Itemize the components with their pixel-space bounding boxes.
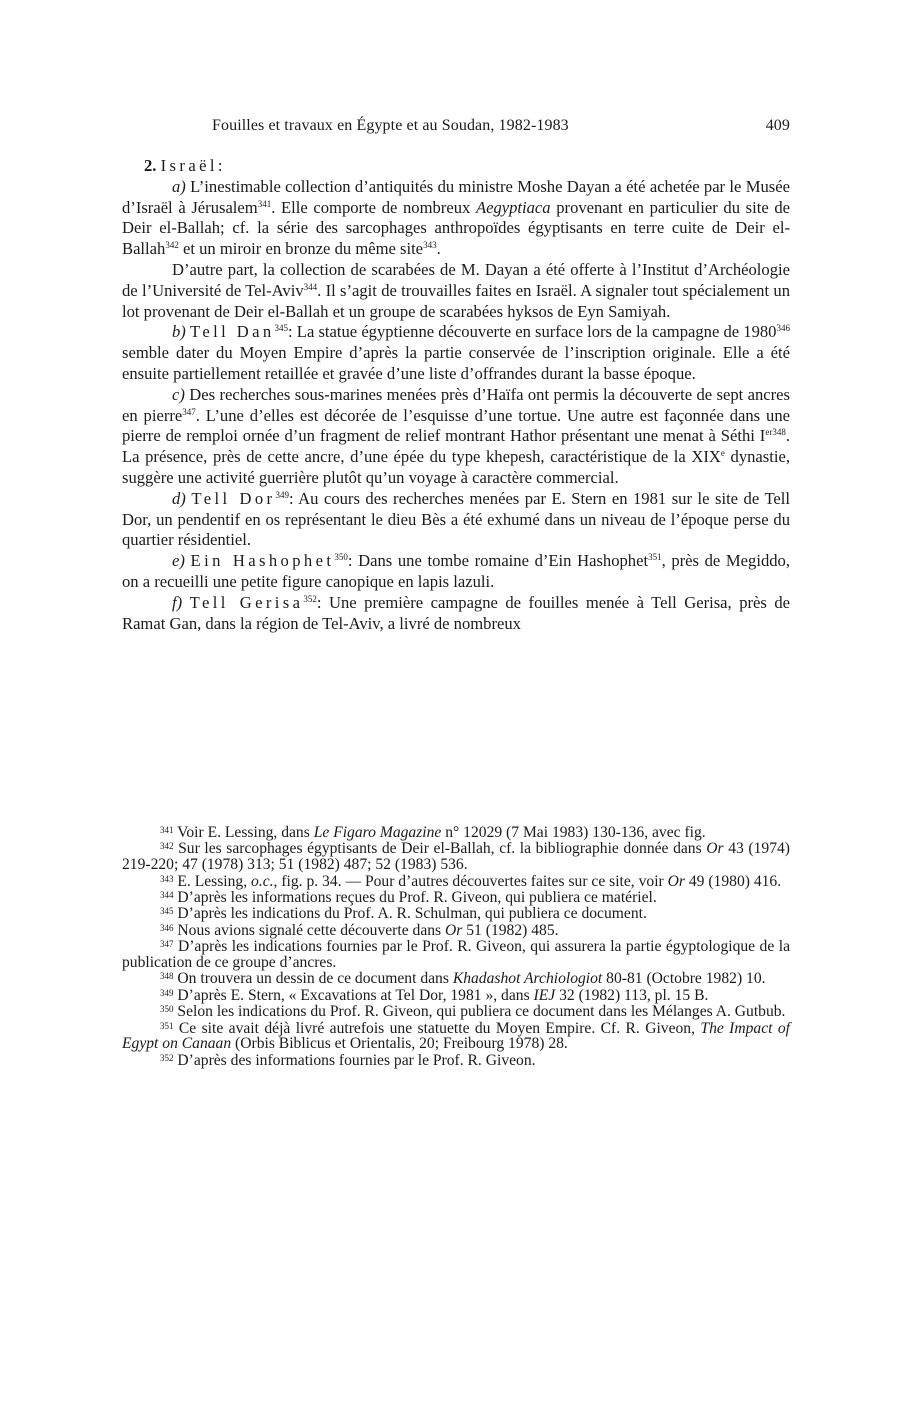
section-title: Israël [160,156,218,175]
item-letter: c) [172,384,185,404]
text-run: (Orbis Biblicus et Orientalis, 20; Freibourg 1978) 28. [231,1035,568,1053]
footnote-number: 350 [160,1004,174,1015]
text-run: : Au cours des recherches menées par E. Stern en 1981 sur le site de Tell Dor, un pendentif en os représentant le dieu Bès a été exhumé dans un niveau de l’époque perse du quartier résidentiel. [122,488,791,550]
text-run: semble dater du Moyen Empire d’après la partie conservée de l’inscription originale. Elle a été ensuite partiellement retaillée et gravée d’une liste d’offrandes durant la basse époque. [122,343,790,383]
footnote-number: 345 [160,906,174,917]
text-run: Nous avions signalé cette découverte dans [173,921,446,939]
footnote-number: 346 [160,922,174,933]
footnote-number: 343 [160,873,174,884]
item-letter: f) [172,592,183,612]
italic-title: Or [706,840,724,858]
footnote-ref[interactable]: 351 [648,552,662,563]
footnote-350 [122,1004,790,1020]
text-run: . La présence, près de cette ancre, d’une épée du type khepesh, caractéristique de la XIX [122,426,790,467]
text-run: : Une première campagne de fouilles menée à Tell Gerisa, près de Ramat Gan, dans la région de Tel-Aviv, a livré de nombreux [122,592,791,633]
text-run: Sur les sarcophages égyptisants de Deir el-Ballah, cf. la bibliographie donnée dans [173,840,707,858]
footnote-ref[interactable]: 345 [274,323,289,334]
site-name: Tell Dor [191,488,276,508]
site-name: Tell Dan [189,322,275,342]
text-run: : Dans une tombe romaine d’Ein Hashophet [347,551,649,571]
footnote-number: 342 [160,841,174,852]
text-run: L’inestimable collection d’antiquités du ministre Moshe Dayan a été achetée par le Musée d’Israël à Jérusalem [122,176,790,217]
running-header [212,117,790,135]
text-run: Selon les indications du Prof. R. Giveon, qui publiera ce document dans les Mélanges A. Gutbub. [173,1003,786,1021]
footnote-number: 347 [160,939,174,950]
text-run: D’après les indications du Prof. A. R. Schulman, qui publiera ce document. [173,905,647,923]
footnote-343 [122,874,790,890]
text-run: . [436,239,441,259]
footnote-ref[interactable]: 350 [334,552,348,563]
text-run: . Elle comporte de nombreux [271,197,476,217]
page-number: 409 [765,117,790,134]
paragraph-c [122,385,790,489]
footnote-346 [122,923,790,939]
footnote-number: 348 [160,971,174,982]
text-run: provenant en particulier du site de Deir el-Ballah; cf. la série des sarcophages anthropoïdes égyptisants en terre cuite de Deir el-Ballah [122,197,790,259]
footnote-345 [122,906,790,922]
text-run: On trouvera un dessin de ce document dans [173,970,453,988]
italic-title: Khadashot Archiologiot [452,970,603,988]
italic-title: IEJ [533,986,556,1004]
footnote-341 [122,825,790,841]
footnote-349 [122,988,790,1004]
item-letter: e) [172,551,185,571]
footnote-342 [122,841,790,873]
text-run: D’après les indications fournies par le Prof. R. Giveon, qui assurera la partie égyptologique de la publication de ce groupe d’ancres. [122,938,790,971]
footnote-347 [122,939,790,971]
text-run: , près de Megiddo, on a recueilli une petite figure canopique en lapis lazuli. [122,551,790,591]
paragraph-a-continued [122,260,790,322]
footnote-number: 351 [160,1020,174,1031]
footnote-ref[interactable]: 352 [303,593,317,604]
text-run: D’après des informations fournies par le Prof. R. Giveon. [173,1051,536,1069]
paragraph-e [122,551,790,593]
paragraph-a [122,177,790,260]
section-colon: : [217,156,223,175]
site-name: Tell Gerisa [189,592,304,612]
section-heading [144,156,790,177]
footnote-number: 352 [160,1052,174,1063]
footnote-number: 349 [160,987,174,998]
section-number: 2. [144,156,157,175]
italic-title: Le Figaro Magazine [313,824,442,841]
text-run: D’après les informations reçues du Prof. R. Giveon, qui publiera ce matériel. [173,888,657,906]
paragraph-f [122,593,790,635]
text-run: dynastie, suggère une activité guerrière plutôt qu’un voyage à caractère commercial. [122,447,790,487]
footnote-ref[interactable]: 348 [772,427,786,438]
text-run: D’autre part, la collection de scarabées de M. Dayan a été offerte à l’Institut d’Archéologie de l’Université de Tel-Aviv [122,259,790,300]
paragraph-b [122,322,790,384]
text-run: D’après E. Stern, « Excavations at Tel Dor, 1981 », dans [173,986,534,1004]
text-run: et un miroir en bronze du même site [178,239,424,259]
text-run: , fig. p. 34. — Pour d’autres découvertes faites sur ce site, voir [273,872,668,890]
text-run: n° 12029 (7 Mai 1983) 130-136, avec fig. [441,824,706,841]
text-run: E. Lessing, [173,872,252,890]
text-run: 49 (1980) 416. [684,872,782,890]
item-letter: a) [172,176,186,196]
running-title: Fouilles et travaux en Égypte et au Soudan, 1982-1983 [212,117,569,134]
footnote-ref[interactable]: 346 [776,323,790,334]
footnote-ref[interactable]: 344 [303,281,318,292]
ordinal-suffix: e [720,448,725,459]
footnote-352 [122,1053,790,1069]
footnote-ref[interactable]: 349 [275,489,289,500]
footnote-ref[interactable]: 342 [165,240,179,251]
footnote-number: 341 [160,825,174,835]
item-letter: d) [172,488,186,508]
site-name: Ein Hashophet [190,551,335,571]
footnote-ref[interactable]: 343 [423,240,437,251]
text-run: Des recherches sous-marines menées près d’Haïfa ont permis la découverte de sept ancres en pierre [122,384,790,425]
footnote-ref[interactable]: 347 [182,406,196,417]
italic-title: The Impact of Egypt on Canaan [122,1019,790,1053]
italic-term: Aegyptiaca [475,197,551,217]
item-letter: b) [172,322,186,342]
italic-title: Or [445,921,463,939]
text-run: 80-81 (Octobre 1982) 10. [602,970,766,988]
text-run: : La statue égyptienne découverte en surface lors de la campagne de 1980 [288,322,777,342]
footnote-344 [122,890,790,906]
text-run: 43 (1974) 219-220; 47 (1978) 313; 51 (1982) 487; 52 (1983) 536. [122,840,790,874]
footnote-351 [122,1021,790,1053]
text-run: Ce site avait déjà livré autrefois une statuette du Moyen Empire. Cf. R. Giveon, [173,1019,701,1037]
italic-title: o.c. [251,872,274,890]
text-run: 51 (1982) 485. [462,921,559,939]
footnote-ref[interactable]: 341 [257,198,272,209]
text-run: . Il s’agit de trouvailles faites en Israël. A signaler tout spécialement un lot provenant de Deir el-Ballah et un groupe de scarabées hyksos de Eyn Samiyah. [122,280,790,321]
text-run: 32 (1982) 113, pl. 15 B. [555,986,709,1004]
italic-title: Or [667,872,685,890]
footnotes [122,825,790,1069]
text-run: Voir E. Lessing, dans [173,824,314,841]
main-text [122,156,790,634]
text-run: . L’une d’elles est décorée de l’esquisse d’une tortue. Une autre est façonnée dans une pierre de remploi ornée d’un fragment de relief montrant Hathor présentant une menat à Séthi I [122,405,790,446]
ordinal-suffix: er [765,427,773,438]
footnote-348 [122,971,790,987]
footnote-number: 344 [160,889,174,900]
paragraph-d [122,489,790,551]
